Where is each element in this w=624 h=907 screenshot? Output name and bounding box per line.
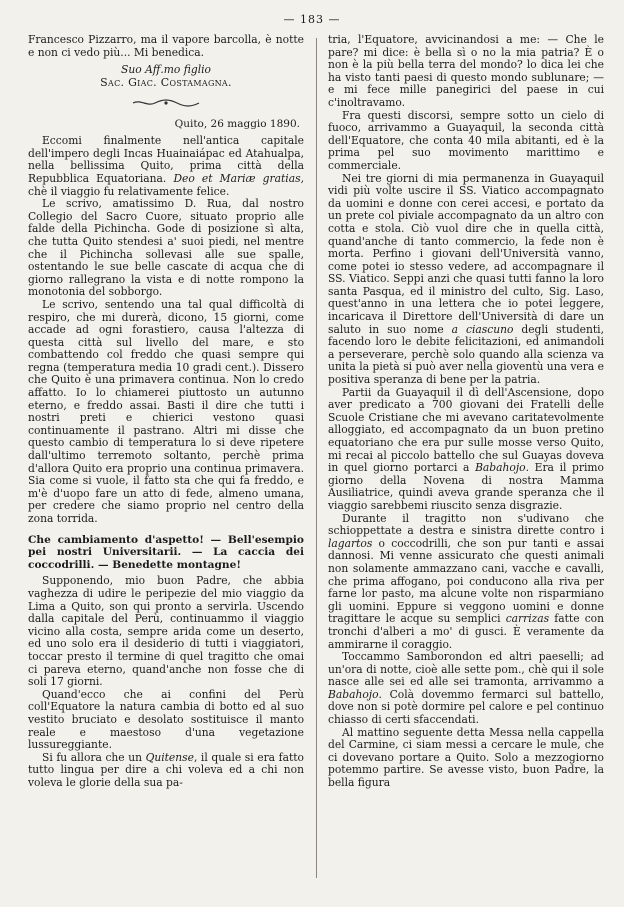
paragraph: Le scrivo, amatissimo D. Rua, dal nostro Collegio del Sacro Cuore, situato proprio alle falde della Pichincha. Gode di posizione sì alta, che tutta Quito stendesi a' suoi piedi, nel mentre che il Pichincha sollevasi alle sue spalle, ostentando le sue belle cascate di acqua che di giorno rallegrano la vista e di notte rompono la monotonia del sobborgo. — [28, 197, 304, 299]
paragraph: Partii da Guayaquil il dì dell'Ascensione, dopo aver predicato a 700 giovani dei Fratelli delle Scuole Cristiane che mi avevano caritatevolmente alloggiato, ed accompagnato da un buon pretino equatoriano che era pur sulle mosse verso Quito, mi recai al piccolo battello che sul Guayas doveva in quel giorno portarci a Babahojo. Era il primo giorno della Novena di nostra Mamma Ausiliatrice, quindi aveva grande speranza che il viaggio sarebbemi riuscito senza disgrazie. — [328, 385, 604, 512]
paragraph: Francesco Pizzarro, ma il vapore barcolla, è notte e non ci vedo più... Mi benedica. — [28, 34, 304, 59]
page-number: — 183 — — [283, 13, 341, 26]
paragraph: Le scrivo, sentendo una tal qual difficoltà di respiro, che mi durerà, dicono, 15 giorni, come accade ad ogni forastiero, causa l'altezza di questa città sul livello del mare, e sto combattendo col freddo che quasi sempre qui regna (temperatura media 10 gradi cent.). Dissero che Quito è una primavera continua. Non lo credo affatto. Io lo chiamerei piuttosto un autunno eterno, e freddo assai. Basti il dire che tutti i nostri preti e chierici vestono quasi continuamente il pastrano. Altri mi disse che questo cambio di temperatura lo si deve ripetere dall'ultimo terremoto soltanto, perchè prima d'allora Quito era proprio una continua primavera. Sia come si vuole, il fatto sta che qui fa freddo, e m'è d'uopo fare un atto di fede, almeno umana, per credere che siamo proprio nel centro della zona torrida. — [28, 297, 304, 525]
paragraph: Nei tre giorni di mia permanenza in Guayaquil vidi più volte uscire il SS. Viatico accompagnato da uomini e donne con cerei accesi, e portato da un prete col piviale accompagnato da un altro con cotta e stola. Ciò vuol dire che in quella città, quand'anche di tanto commercio, la fede non è morta. Perfino i giovani dell'Università vanno, come potei io stesso vedere, ad accompagnare il SS. Viatico. Seppi anzi che quasi tutti fanno la loro santa Pasqua, ed il ministro del culto, Sig. Laso, quest'anno in una lettera che io potei leggere, incaricava il Direttore dell'Università di dare un saluto in suo nome a ciascuno degli studenti, facendo loro le debite felicitazioni, ed animandoli a perseverare, perchè solo quando alla scienza va unita la pietà si può aver nella gioventù una vera e positiva speranza di bene per la patria. — [328, 171, 604, 387]
paragraph: Supponendo, mio buon Padre, che abbia vaghezza di udire le peripezie del mio viaggio da Lima a Quito, son qui pronto a servirla. Uscendo dalla capitale del Perù, continuammo il viaggio vicino alla costa, sempre arida come un deserto, ed uno solo era il desiderio di tutti i viaggiatori, toccar presto il termine di quel tragitto che omai ci pareva eterno, quand'anche non fosse che di soli 17 giorni. — [28, 574, 304, 689]
paragraph: Si fu allora che un Quitense, il quale si era fatto tutto lingua per dire a chi voleva ed a chi non voleva le glorie della sua pa- — [28, 750, 304, 789]
paragraph: Al mattino seguente detta Messa nella cappella del Carmine, ci siam messi a cercare le mule, che ci dovevano portare a Quito. Solo a mezzogiorno potemmo partire. Se avesse visto, buon Padre, la bella figura — [328, 725, 604, 790]
ornament-divider — [131, 99, 201, 107]
text-columns — [28, 34, 604, 884]
left-column — [28, 34, 304, 884]
paragraph: Fra questi discorsi, sempre sotto un cielo di fuoco, arrivammo a Guayaquil, la seconda città dell'Equatore, che conta 40 mila abitanti, ed è la prima pel suo movimento marittimo e commerciale. — [328, 108, 604, 172]
signature-line: Suo Aff.mo figlio — [121, 63, 211, 77]
paragraph: tria, l'Equatore, avvicinandosi a me: — Che le pare? mi dice: è bella sì o no la mia patria? È o non è la più bella terra del mondo? lo dica lei che ha visto tanti paesi di questo mondo sublunare; — e mi fece mille panegirici del paese in cui c'inoltravamo. — [328, 34, 604, 109]
column-divider — [316, 38, 317, 878]
paragraph: Toccammo Samborondon ed altri paeselli; ad un'ora di notte, cioè alle sette pom., chè qui il sole nasce alle sei ed alle sei tramonta, arrivammo a Babahojo. Colà dovemmo fermarci sul battello, dove non si potè dormire pel calore e pel continuo chiasso di certi sfaccendati. — [328, 650, 604, 727]
signature-name: Sac. Giac. Costamagna. — [100, 76, 232, 90]
right-column — [328, 34, 604, 884]
paragraph: Quand'ecco che ai confini del Perù coll'Equatore la natura cambia di botto ed al suo vestito bruciato e desolato sostituisce il manto reale e maestoso d'una vegetazione lussureggiante. — [28, 687, 304, 752]
paragraph: Eccomi finalmente nell'antica capitale dell'impero degli Incas Huainaiápac ed Atahualpa, nella bellissima Quito, prima città della Repubblica Equatoriana. Deo et Mariæ gratias, chè il viaggio fu relativamente felice. — [28, 134, 304, 198]
section-heading: Che cambiamento d'aspetto! — Bell'esempio pei nostri Universitarii. — La caccia dei coccodrilli. — Benedette montagne! — [28, 533, 304, 571]
letter-dateline: Quito, 26 maggio 1890. — [174, 118, 300, 131]
paragraph: Durante il tragitto non s'udivano che schioppettate a destra e sinistra dirette contro i lagartos o coccodrilli, che son pur tanti e assai dannosi. Mi venne assicurato che questi animali non solamente ammazzano cani, vacche e cavalli, che prima affogano, poi conducono alla riva per farne lor pasto, ma alcune volte non risparmiano gli uomini. Eppure si veggono uomini e donne tragittare le acque su semplici carrizas fatte con tronchi d'alberi a mo' di gusci. È veramente da ammirarne il coraggio. — [328, 511, 604, 651]
